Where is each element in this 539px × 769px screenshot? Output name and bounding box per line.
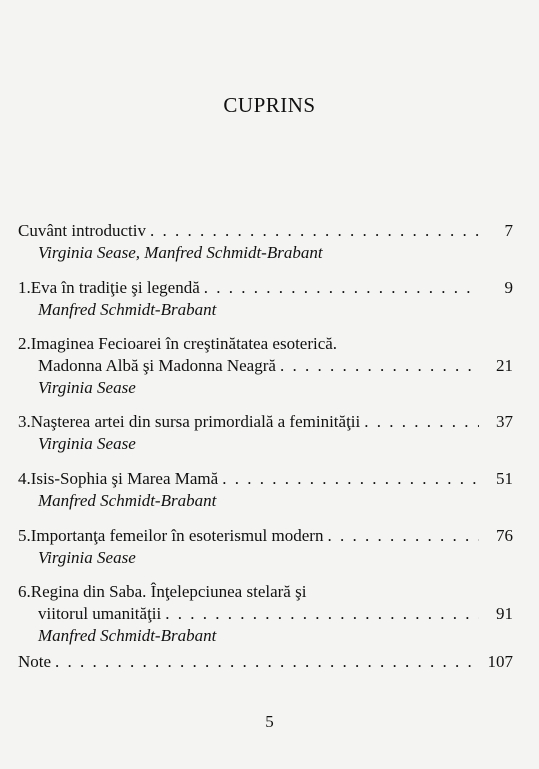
toc-line <box>18 525 513 547</box>
dot-leader <box>204 277 479 299</box>
page-title: CUPRINS <box>223 93 316 117</box>
toc-entry-4[interactable] <box>18 468 513 512</box>
entry-title: Regina din Saba. Înţelepciunea stelară şi <box>30 582 307 601</box>
dot-leader <box>55 651 479 673</box>
toc-line <box>18 333 513 355</box>
toc-line-continued <box>18 603 513 625</box>
entry-page-number: 37 <box>496 412 513 431</box>
entry-page-number: 91 <box>496 604 513 623</box>
dot-leader <box>364 411 479 433</box>
entry-number: 2. <box>18 334 31 353</box>
toc-entry-notes[interactable] <box>18 651 513 673</box>
toc-line <box>18 581 513 603</box>
entry-page-number: 51 <box>496 469 513 488</box>
toc-entry-2[interactable] <box>18 333 513 399</box>
entry-page-number: 107 <box>487 652 513 671</box>
page-number: 5 <box>265 712 274 731</box>
entry-page-number: 7 <box>504 221 513 240</box>
entry-title: Imaginea Fecioarei în creştinătatea esoterică. <box>30 334 338 353</box>
toc-line <box>18 220 513 242</box>
entry-title: Eva în tradiţie şi legendă <box>30 278 200 297</box>
toc-line <box>18 468 513 490</box>
dot-leader <box>327 525 479 547</box>
entry-author: Manfred Schmidt-Brabant <box>38 491 217 510</box>
entry-title: Naşterea artei din sursa primordială a feminităţii <box>30 412 361 431</box>
entry-number: 1. <box>18 278 31 297</box>
entry-author: Virginia Sease <box>38 378 136 397</box>
toc-line <box>18 277 513 299</box>
entry-title: Note <box>18 652 52 671</box>
toc-entry-6[interactable] <box>18 581 513 647</box>
entry-number: 4. <box>18 469 31 488</box>
toc-entry-5[interactable] <box>18 525 513 569</box>
toc-entry-1[interactable] <box>18 277 513 321</box>
entry-author: Manfred Schmidt-Brabant <box>38 626 217 645</box>
toc-line <box>18 411 513 433</box>
toc-entry-introduction[interactable] <box>18 220 513 264</box>
dot-leader <box>280 355 479 377</box>
entry-number: 5. <box>18 526 31 545</box>
dot-leader <box>165 603 479 625</box>
entry-page-number: 9 <box>504 278 513 297</box>
dot-leader <box>150 220 479 242</box>
entry-author: Virginia Sease, Manfred Schmidt-Brabant <box>38 243 323 262</box>
entry-title-continued: viitorul umanităţii <box>38 604 162 623</box>
dot-leader <box>222 468 479 490</box>
entry-author: Manfred Schmidt-Brabant <box>38 300 217 319</box>
entry-number: 3. <box>18 412 31 431</box>
entry-page-number: 76 <box>496 526 513 545</box>
entry-title: Cuvânt introductiv <box>18 221 146 240</box>
toc-entry-3[interactable] <box>18 411 513 455</box>
entry-title: Isis-Sophia şi Marea Mamă <box>30 469 219 488</box>
entry-page-number: 21 <box>496 356 513 375</box>
entry-title: Importanţa femeilor în esoterismul modern <box>30 526 324 545</box>
toc-line-continued <box>18 355 513 377</box>
entry-number: 6. <box>18 582 31 601</box>
entry-title-continued: Madonna Albă şi Madonna Neagră <box>38 356 276 375</box>
entry-author: Virginia Sease <box>38 434 136 453</box>
toc-line <box>18 651 513 673</box>
entry-author: Virginia Sease <box>38 548 136 567</box>
